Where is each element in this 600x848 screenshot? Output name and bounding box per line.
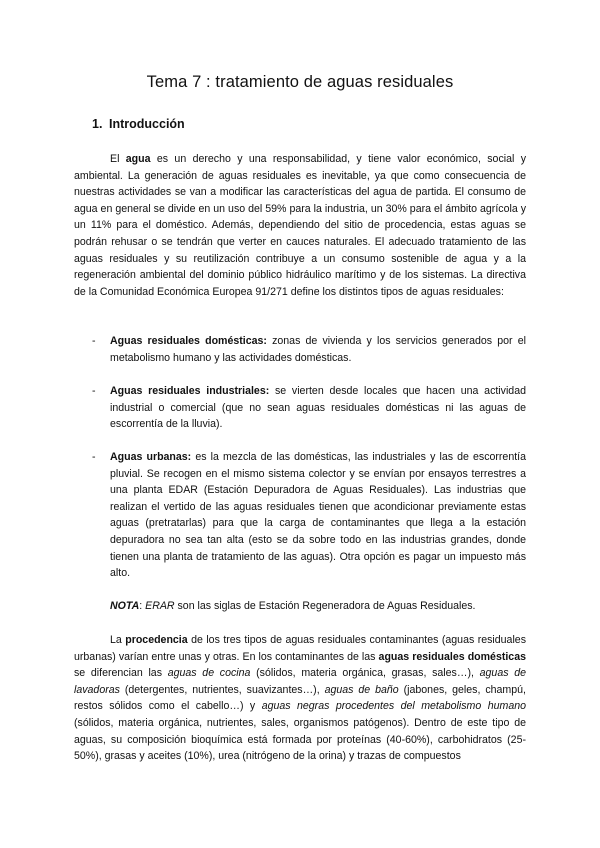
text-run: de los tres tipos de aguas residuales contaminantes (aguas residuales urbanas) varían entre unas y otras. En los contaminantes de las [74, 634, 526, 663]
intro-lead: El [110, 153, 126, 165]
bold-term: aguas residuales domésticas [378, 650, 526, 663]
italic-term: aguas de baño [324, 683, 399, 696]
list-dash: - [92, 335, 96, 347]
bold-term: procedencia [125, 634, 188, 646]
text-run: (sólidos, materia orgánica, grasas, sales…), [250, 667, 480, 680]
section-number: 1. [92, 117, 103, 131]
page-title: Tema 7 : tratamiento de aguas residuales [146, 73, 454, 91]
intro-bold-term: agua [125, 153, 151, 165]
intro-text: es un derecho y una responsabilidad, y tiene valor económico, social y ambiental. La generación de aguas residuales es inevitable, ya que como consecuencia de nuestras actividades se van a modificar las características del agua de partida. El consumo de agua en general se divide en un uso del 59% para la industria, un 30% para el ámbito agrícola y un 11% para el doméstico. Además, dependiendo del sitio de procedencia, estas aguas se podrán rehusar o se tendrán que verter en cauces naturales. El adecuado tratamiento de las aguas residuales y su reutilización contribuye a un consumo sostenible de agua y a la regeneración ambiental del dominio público hidráulico marítimo y de los sistemas. La directiva de la Comunidad Económica Europea 91/271 define los distintos tipos de aguas residuales: [74, 153, 526, 298]
list-term: Aguas urbanas: [110, 451, 192, 463]
text-run: se diferencian las [74, 667, 168, 680]
italic-term: aguas de cocina [167, 667, 251, 680]
section-heading [92, 117, 185, 131]
note-text: son las siglas de Estación Regeneradora de Aguas Residuales. [174, 600, 476, 612]
text-run: La [110, 634, 126, 646]
list-dash: - [92, 451, 96, 463]
list-text: zonas de vivienda y los servicios generados por el metabolismo humano y las actividades domésticas. [110, 335, 526, 364]
list-term: Aguas residuales domésticas: [110, 335, 267, 347]
text-run: (sólidos, materia orgánica, nutrientes, sales, organismos patógenos). Dentro de este tipo de aguas, su composición bioquímica está formada por proteínas (40-60%), carbohidratos (25-50%), grasas y aceites (10%), urea (nitrógeno de la orina) y trazas de compuestos [74, 716, 526, 763]
note-abbreviation: ERAR [145, 600, 175, 612]
text-run: (jabones, geles, champú, restos sólidos como el cabello…) y [74, 683, 526, 713]
list-term: Aguas residuales industriales: [110, 385, 270, 397]
note-paragraph [110, 598, 526, 615]
intro-paragraph [74, 151, 526, 300]
list-text: se vierten desde locales que hacen una actividad industrial o comercial (que no sean aguas residuales domésticas ni las aguas de escorrentía de la lluvia). [110, 385, 526, 431]
text-run: (detergentes, nutrientes, suavizantes…), [119, 683, 325, 696]
procedencia-paragraph [74, 632, 526, 765]
list-text: es la mezcla de las domésticas, las industriales y las de escorrentía pluvial. Se recogen en el mismo sistema colector y se envían por ensayos terrestres a una planta EDAR (Estación Depuradora de Aguas Residuales). Las industrias que realizan el vertido de las aguas residuales tienen que acondicionar previamente estas aguas (pretratarlas) para que la carga de contaminantes que llega a la estación depuradora no sea tan alta (esto se da sobre todo en las industrias grandes, donde tienen una planta de tratamiento de las aguas). Otra opción es pagar un impuesto más alto. [110, 451, 526, 580]
italic-term: aguas negras procedentes del metabolismo humano [261, 700, 526, 713]
list-dash: - [92, 385, 96, 397]
italic-term: aguas de lavadoras [74, 667, 527, 696]
note-colon: : [139, 600, 146, 612]
note-label: NOTA [110, 600, 140, 612]
section-label: Introducción [109, 117, 185, 131]
